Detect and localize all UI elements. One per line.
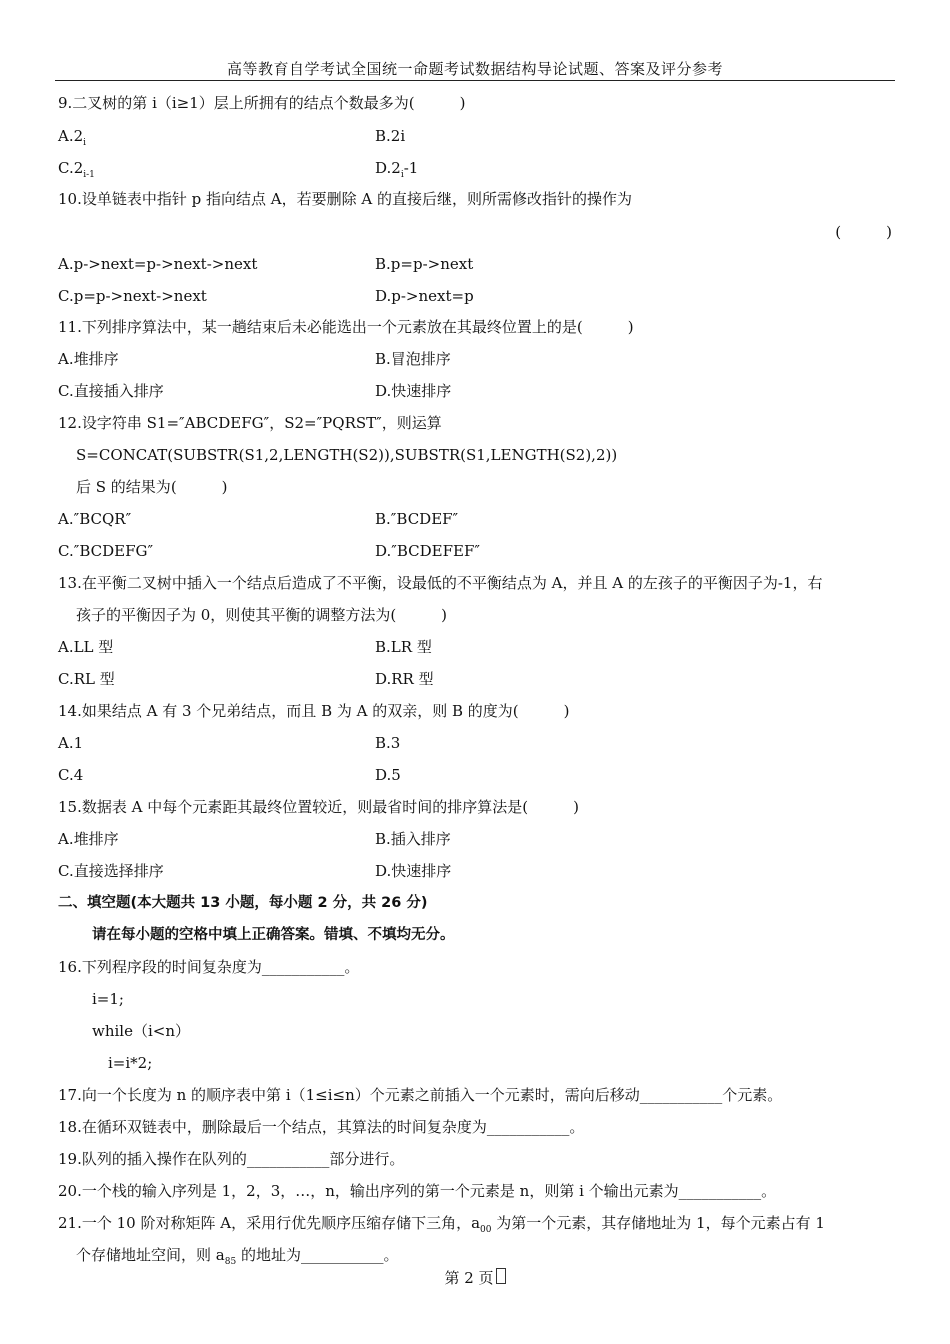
- question-15-option-a: A.堆排序: [58, 830, 119, 848]
- question-14-option-c: C.4: [58, 766, 84, 784]
- question-14-option-d: D.5: [375, 766, 401, 784]
- header-rule: [55, 80, 895, 81]
- question-10-option-b: B.p=p->next: [375, 255, 474, 273]
- question-10-option-d: D.p->next=p: [375, 287, 474, 305]
- fill-question-16-code-line3: i=i*2;: [108, 1054, 153, 1072]
- fill-question-16-stem: 16.下列程序段的时间复杂度为___________。: [58, 958, 360, 976]
- question-13-stem: 13.在平衡二叉树中插入一个结点后造成了不平衡，设最低的不平衡结点为 A，并且 A 的左孩子的平衡因子为-1，右: [58, 574, 823, 592]
- question-9-option-d: $D.2_i-1$: [375, 159, 419, 180]
- fill-question-20: 20.一个栈的输入序列是 1，2，3，…，n，输出序列的第一个元素是 n，则第 i 个输出元素为___________。: [58, 1182, 777, 1200]
- question-12-expression: S=CONCAT(SUBSTR(S1,2,LENGTH(S2)),SUBSTR(S1,LENGTH(S2),2)): [76, 446, 618, 464]
- question-9-stem: 9.二叉树的第 i（i≥1）层上所拥有的结点个数最多为( ): [58, 94, 466, 112]
- question-12-result-prompt: 后 S 的结果为( ): [76, 478, 228, 496]
- question-11-option-c: C.直接插入排序: [58, 382, 164, 400]
- question-9-option-a: $A.2_i$: [58, 127, 87, 148]
- fill-question-21-line1: 21.一个 10 阶对称矩阵 A，采用行优先顺序压缩存储下三角，$a_{00}$ 为第一个元素，其存储地址为 1，每个元素占有 1: [58, 1214, 825, 1235]
- question-15-option-b: B.插入排序: [375, 830, 451, 848]
- question-12-option-b: B.″BCDEF″: [375, 510, 459, 528]
- question-10-option-a: A.p->next=p->next->next: [58, 255, 258, 273]
- fill-question-16-code-line1: i=1;: [92, 990, 124, 1008]
- question-10-stem: 10.设单链表中指针 p 指向结点 A，若要删除 A 的直接后继，则所需修改指针的操作为: [58, 190, 632, 208]
- question-15-option-d: D.快速排序: [375, 862, 452, 880]
- question-12-stem: 12.设字符串 S1=″ABCDEFG″，S2=″PQRST″，则运算: [58, 414, 442, 432]
- question-13-option-d: D.RR 型: [375, 670, 434, 688]
- question-12-option-c: C.″BCDEFG″: [58, 542, 154, 560]
- question-13-option-c: C.RL 型: [58, 670, 115, 688]
- question-13-option-a: A.LL 型: [58, 638, 114, 656]
- fill-question-21-line2: 个存储地址空间，则 $a_{85}$ 的地址为___________。: [76, 1246, 399, 1267]
- fill-question-18: 18.在循环双链表中，删除最后一个结点，其算法的时间复杂度为___________。: [58, 1118, 585, 1136]
- question-9-option-b: B.2i: [375, 127, 406, 145]
- fill-question-17: 17.向一个长度为 n 的顺序表中第 i（1≤i≤n）个元素之前插入一个元素时，需向后移动___________个元素。: [58, 1086, 783, 1104]
- question-13-stem-line2: 孩子的平衡因子为 0，则使其平衡的调整方法为( ): [76, 606, 448, 624]
- question-11-option-a: A.堆排序: [58, 350, 119, 368]
- question-14-option-b: B.3: [375, 734, 401, 752]
- question-9-option-c: $C.2_{i-1}$: [58, 159, 95, 180]
- question-12-option-d: D.″BCDEFEF″: [375, 542, 480, 560]
- question-15-option-c: C.直接选择排序: [58, 862, 164, 880]
- placeholder-box-icon: [496, 1268, 506, 1284]
- question-10-option-c: C.p=p->next->next: [58, 287, 207, 305]
- page-header: 高等教育自学考试全国统一命题考试数据结构导论试题、答案及评分参考: [226, 60, 723, 78]
- fill-question-19: 19.队列的插入操作在队列的___________部分进行。: [58, 1150, 405, 1168]
- section-2-instruction: 请在每小题的空格中填上正确答案。错填、不填均无分。: [92, 927, 455, 943]
- question-14-option-a: A.1: [58, 734, 84, 752]
- question-11-option-d: D.快速排序: [375, 382, 452, 400]
- question-12-option-a: A.″BCQR″: [58, 510, 132, 528]
- question-15-stem: 15.数据表 A 中每个元素距其最终位置较近，则最省时间的排序算法是( ): [58, 798, 579, 816]
- page-footer: [0, 1267, 950, 1288]
- section-2-title: 二、填空题(本大题共 13 小题，每小题 2 分，共 26 分): [58, 895, 428, 911]
- question-14-stem: 14.如果结点 A 有 3 个兄弟结点，而且 B 为 A 的双亲，则 B 的度为( ): [58, 702, 570, 720]
- question-13-option-b: B.LR 型: [375, 638, 432, 656]
- question-10-answer-paren: ( ): [835, 223, 892, 241]
- question-11-option-b: B.冒泡排序: [375, 350, 451, 368]
- question-11-stem: 11.下列排序算法中，某一趟结束后未必能选出一个元素放在其最终位置上的是( ): [58, 318, 634, 336]
- page-number: 第 2 页: [444, 1269, 494, 1287]
- fill-question-16-code-line2: while（i<n）: [92, 1022, 190, 1040]
